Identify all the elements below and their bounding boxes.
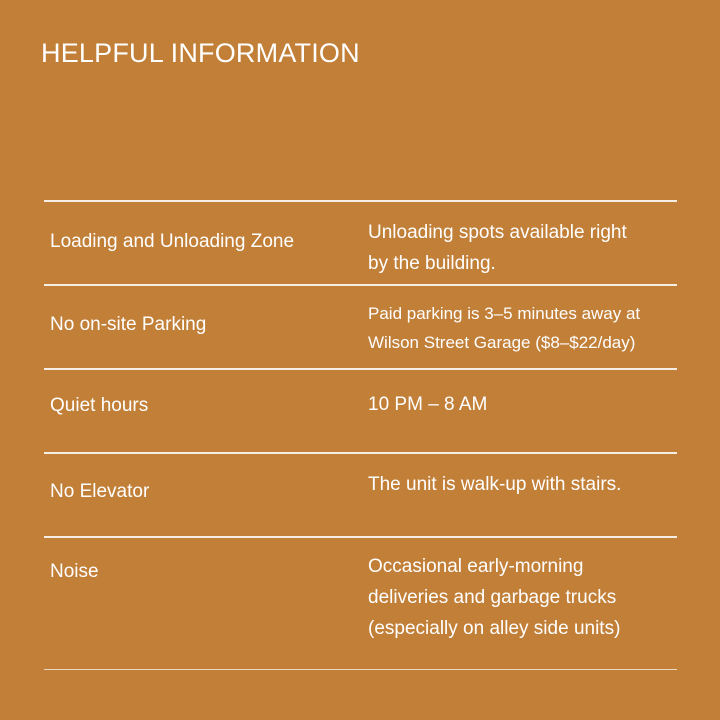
row-value-line: 10 PM – 8 AM — [368, 394, 488, 415]
row-value-line: Paid parking is 3–5 minutes away at — [368, 304, 641, 323]
row-value-line: deliveries and garbage trucks — [368, 587, 617, 608]
row-value — [368, 469, 621, 500]
row-value-line: The unit is walk-up with stairs. — [368, 474, 622, 495]
row-label: Quiet hours — [50, 395, 149, 416]
table-row — [44, 370, 677, 452]
row-value — [368, 389, 487, 420]
table-row — [44, 286, 677, 368]
row-value-line: (especially on alley side units) — [368, 618, 621, 639]
row-value-line: by the building. — [368, 253, 496, 274]
table-row — [44, 454, 677, 536]
table-row — [44, 202, 677, 284]
row-label: No Elevator — [50, 481, 150, 502]
row-value — [368, 299, 640, 357]
row-value-line: Occasional early-morning — [368, 556, 584, 577]
row-value-line: Unloading spots available right — [368, 222, 627, 243]
row-value — [368, 217, 627, 279]
row-value — [368, 551, 620, 644]
row-label: Noise — [50, 561, 99, 582]
page-title: HELPFUL INFORMATION — [41, 38, 360, 68]
table-row — [44, 538, 677, 669]
row-label: No on-site Parking — [50, 314, 207, 335]
row-label: Loading and Unloading Zone — [50, 231, 295, 252]
info-table — [44, 200, 677, 670]
table-divider — [44, 669, 677, 670]
row-value-line: Wilson Street Garage ($8–$22/day) — [368, 333, 636, 352]
